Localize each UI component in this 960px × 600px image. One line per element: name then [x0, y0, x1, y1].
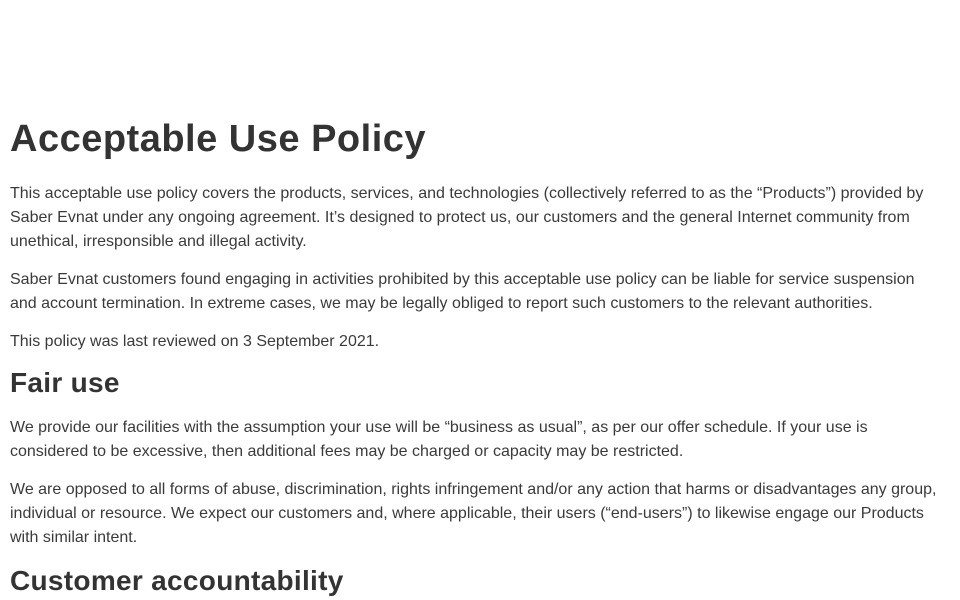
- section-heading-fair-use: Fair use: [10, 367, 120, 398]
- intro-paragraph-scope: This acceptable use policy covers the products, services, and technologies (collectively referred to as the “Products”) provided by Saber Evnat under any ongoing agreement. It’s designed to protect us, our customers and the general Internet community from unethical, irresponsible and illegal activity.: [10, 185, 924, 250]
- section-heading-customer-accountability: Customer accountability: [10, 565, 344, 596]
- policy-content: [10, 116, 945, 598]
- intro-paragraph-consequences: Saber Evnat customers found engaging in activities prohibited by this acceptable use policy can be liable for service suspension and account termination. In extreme cases, we may be legally obliged to report such customers to the relevant authorities.: [10, 271, 915, 312]
- fair-use-paragraph-usage: We provide our facilities with the assumption your use will be “business as usual”, as per our offer schedule. If your use is considered to be excessive, then additional fees may be charged or capacity may be restricted.: [10, 419, 868, 460]
- fair-use-paragraph-conduct: We are opposed to all forms of abuse, discrimination, rights infringement and/or any action that harms or disadvantages any group, individual or resource. We expect our customers and, where applicable, their users (“end-users”) to likewise engage our Products with similar intent.: [10, 481, 937, 546]
- intro-paragraph-review-date: This policy was last reviewed on 3 September 2021.: [10, 333, 380, 350]
- page-title: Acceptable Use Policy: [10, 118, 427, 160]
